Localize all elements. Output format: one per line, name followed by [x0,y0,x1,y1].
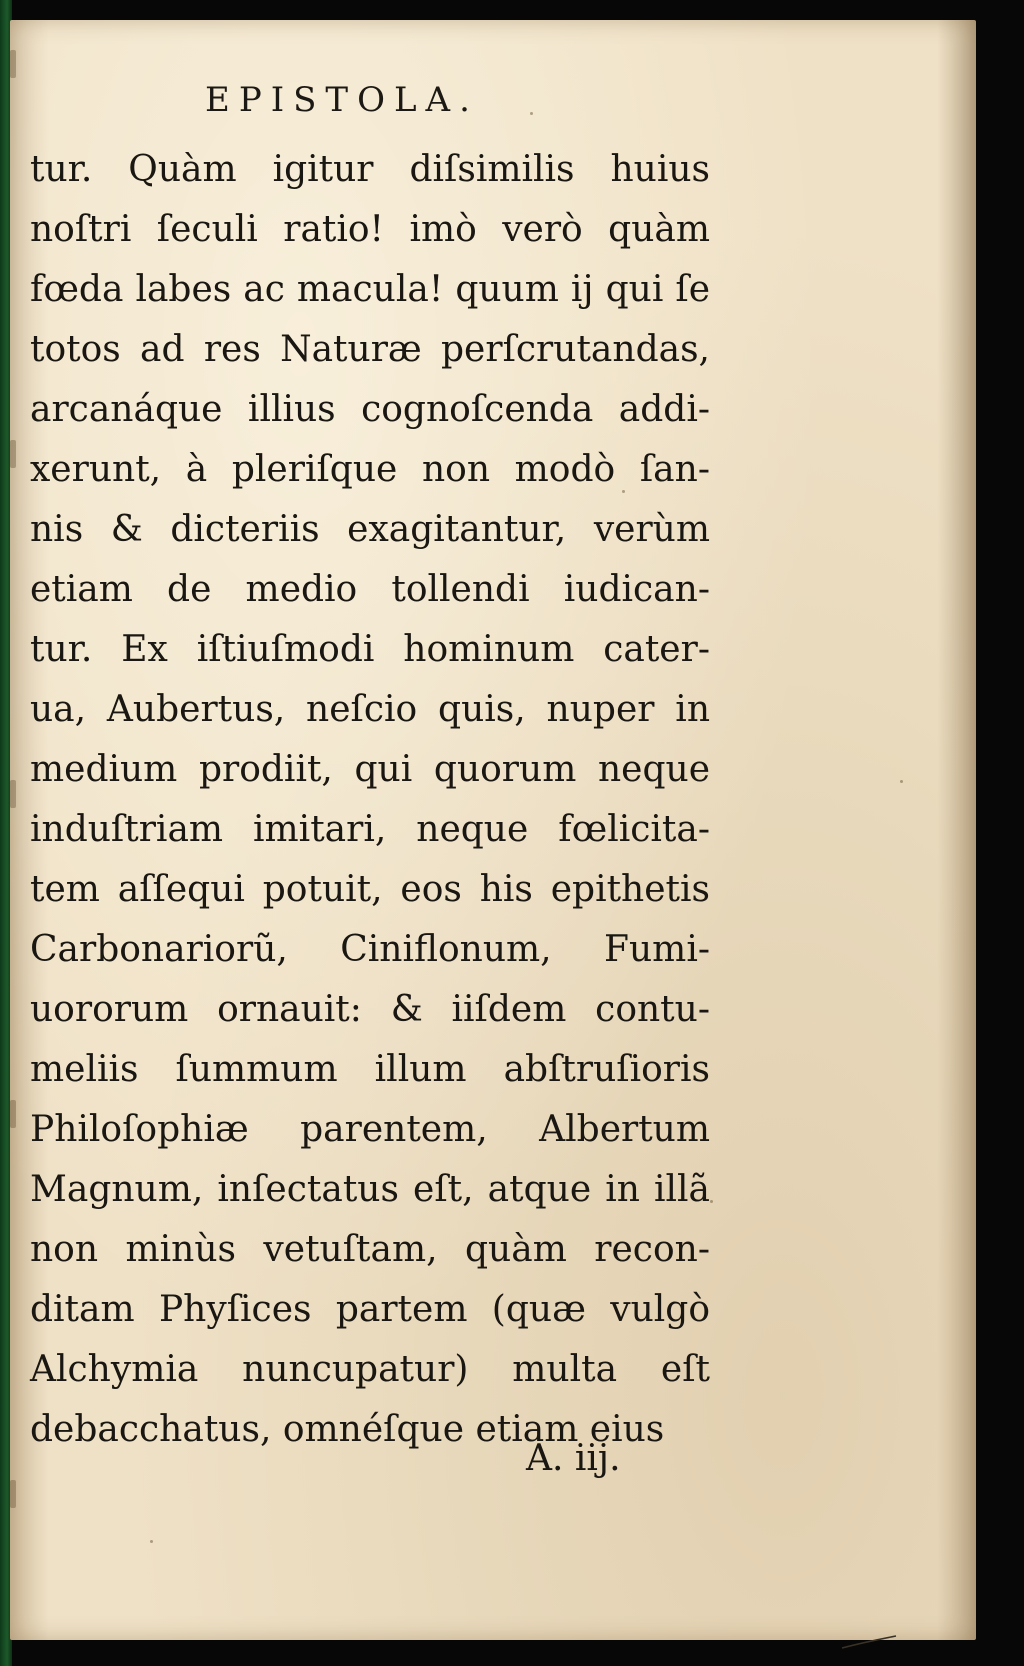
text-line: Magnum, inſectatus eſt, atque in illã [30,1169,710,1210]
text-line: fœda labes ac macula! quum ij qui ſe [30,269,710,310]
text-line: ua, Aubertus, neſcio quis, nuper in [30,689,710,730]
text-line: debacchatus, omnéſque etiam eius [30,1409,665,1450]
text-line: ditam Phyſices partem (quæ vulgò [30,1289,710,1330]
text-line: tur. Quàm igitur diſsimilis huius [30,149,710,190]
text-line: Alchymia nuncupatur) multa eſt [30,1349,710,1390]
signature-mark: A. iij. [526,1438,621,1479]
text-line: meliis ſummum illum abſtruſioris [30,1049,710,1090]
text-line: tur. Ex iſtiuſmodi hominum cater- [30,629,710,670]
binding-mark [10,1480,16,1508]
text-line: nis & dicteriis exagitantur, verùm [30,509,710,550]
binding-mark [10,50,16,78]
pen-stroke-mark [840,1632,900,1652]
text-line: noſtri ſeculi ratio! imò verò quàm [30,209,710,250]
body-text [30,140,710,1460]
text-line: medium prodiit, qui quorum neque [30,749,710,790]
text-line: totos ad res Naturæ perſcrutandas, [30,329,710,370]
text-line: Philoſophiæ parentem, Albertum [30,1109,710,1150]
running-head: EPISTOLA. [205,80,479,120]
text-line: arcanáque illius cognoſcenda addi- [30,389,710,430]
text-line: etiam de medio tollendi iudican- [30,569,710,610]
binding-mark [10,780,16,808]
text-line: Carbonariorũ, Ciniflonum, Fumi- [30,929,710,970]
binding-mark [10,1100,16,1128]
text-line: xerunt, à pleriſque non modò ſan- [30,449,710,490]
book-page [10,20,976,1640]
binding-mark [10,440,16,468]
text-line: non minùs vetuſtam, quàm recon- [30,1229,710,1270]
text-line: uororum ornauit: & iiſdem contu- [30,989,710,1030]
text-line: tem aſſequi potuit, eos his epithetis [30,869,710,910]
text-line: induſtriam imitari, neque fœlicita- [30,809,710,850]
